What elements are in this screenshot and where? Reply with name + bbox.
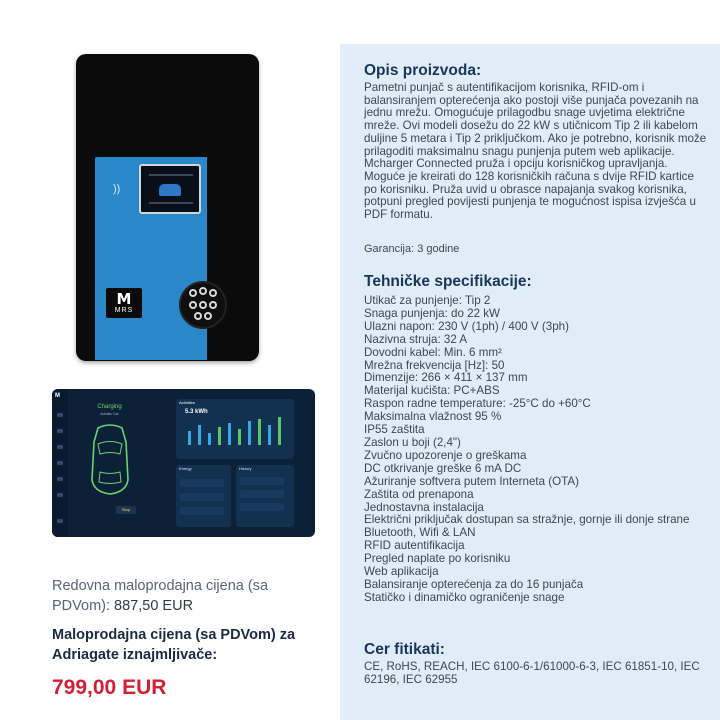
energy-card xyxy=(176,465,231,527)
spec-item: Dimenzije: 266 × 411 × 137 mm xyxy=(364,371,528,385)
spec-item: Jednostavna instalacija xyxy=(364,500,484,514)
regular-price xyxy=(52,576,322,616)
spec-item: Raspon radne temperature: -25°C do +60°C xyxy=(364,397,591,411)
charging-title: Charging xyxy=(97,404,122,410)
spec-item: Zaslon u boji (2,4") xyxy=(364,435,461,449)
description-text: Pametni punjač s autentifikacijom korisnika, RFID-om i balansiranjem opterećenja ako postoji više punjača povezanih na jednu mrežu. Omogućuje prilagodbu snage uvjetima električne mreže. Ovi modeli dosežu do 22 kW s utičnicom Tip 2 ili kabelom duljine 5 metara i Tip 2 priključkom. Ako je potrebno, korisnik može prilagoditi maksimalnu snagu punjenja putem web aplikacije. Mcharger Connected pruža i opciju korisničkog upravljanja. Moguće je kreirati do 128 korisničkih računa s dvije RFID kartice po korisniku. Pruža uvid u obrasce napajanja svakog korisnika, potpuni pregled povijesti punjenja te mogućnost ispisa izvješća u PDF formatu. xyxy=(364,81,707,222)
charging-subtitle: Adriatic Car xyxy=(100,412,119,416)
app-dashboard-screenshot xyxy=(52,389,315,537)
spec-item: Utikač za punjenje: Tip 2 xyxy=(364,294,491,307)
product-info-panel xyxy=(340,44,720,720)
spec-item: IP55 zaštita xyxy=(364,423,425,437)
spec-item: Zaštita od prenapona xyxy=(364,487,474,501)
charging-card xyxy=(72,394,147,531)
history-card xyxy=(236,465,294,527)
description-heading: Opis proizvoda: xyxy=(364,62,482,79)
spec-item: Balansiranje opterećenja za do 16 punjača xyxy=(364,577,584,591)
adriagate-price-label: Maloprodajna cijena (sa PDVom) za Adriagate iznajmljivače: xyxy=(52,627,296,663)
car-icon xyxy=(159,184,181,196)
spec-item: Ažuriranje softvera putem Interneta (OTA) xyxy=(364,474,579,488)
activities-card xyxy=(176,399,294,459)
brand-logo-mark: M xyxy=(116,290,132,308)
spec-item: Pregled naplate po korisniku xyxy=(364,552,511,566)
spec-item: DC otkrivanje greške 6 mA DC xyxy=(364,461,522,475)
specifications-list xyxy=(364,295,714,605)
spec-item: Materijal kućišta: PC+ABS xyxy=(364,384,500,398)
spec-item: RFID autentifikacija xyxy=(364,539,465,553)
certificates-text: CE, RoHS, REACH, IEC 6100-6-1/61000-6-3, IEC 61851-10, IEC 62196, IEC 62955 xyxy=(364,660,700,686)
brand-logo-text: MRS xyxy=(114,307,134,314)
history-title: History xyxy=(239,466,252,471)
energy-title: Energy xyxy=(179,466,192,471)
regular-price-value: 887,50 EUR xyxy=(114,598,194,614)
spec-item: Nazivna struja: 32 A xyxy=(364,332,468,346)
spec-item: Električni priključak dostupan sa stražnje, gornje ili donje strane xyxy=(364,513,690,527)
spec-item: Maksimalna vlažnost 95 % xyxy=(364,410,502,424)
spec-item: Ulazni napon: 230 V (1ph) / 400 V (3ph) xyxy=(364,319,569,333)
display-info-line xyxy=(149,202,193,204)
spec-item: Web aplikacija xyxy=(364,565,439,579)
activities-title: Activities xyxy=(179,400,195,405)
app-logo: M xyxy=(55,393,60,399)
charger-front-panel xyxy=(95,157,207,360)
type2-socket-icon xyxy=(179,281,227,329)
specifications-heading: Tehničke specifikacije: xyxy=(364,273,532,290)
spec-item: Snaga punjenja: do 22 kW xyxy=(364,306,501,320)
spec-item: Zvučno upozorenje o greškama xyxy=(364,448,527,462)
stop-charging-button: Stop xyxy=(116,506,136,514)
spec-item: Statičko i dinamičko ograničenje snage xyxy=(364,590,565,604)
app-sidebar xyxy=(52,389,68,537)
certificates-heading: Cer fitikati: xyxy=(364,641,445,658)
charger-product-image xyxy=(76,54,259,361)
nfc-icon: )) xyxy=(113,183,121,195)
adriagate-price-value: 799,00 EUR xyxy=(52,676,167,699)
activities-value: 5.3 kWh xyxy=(185,409,208,415)
regular-price-label: Redovna maloprodajna cijena (sa PDVom): xyxy=(52,578,269,614)
brand-logo xyxy=(106,288,142,318)
warranty-text: Garancija: 3 godine xyxy=(364,243,460,255)
spec-item: Dovodni kabel: Min. 6 mm² xyxy=(364,345,502,359)
spec-item: Bluetooth, Wifi & LAN xyxy=(364,526,476,540)
charger-display xyxy=(139,164,201,214)
car-outline-icon xyxy=(86,422,134,498)
display-status-line xyxy=(149,174,193,176)
spec-item: Mrežna frekvencija [Hz]: 50 xyxy=(364,358,505,372)
